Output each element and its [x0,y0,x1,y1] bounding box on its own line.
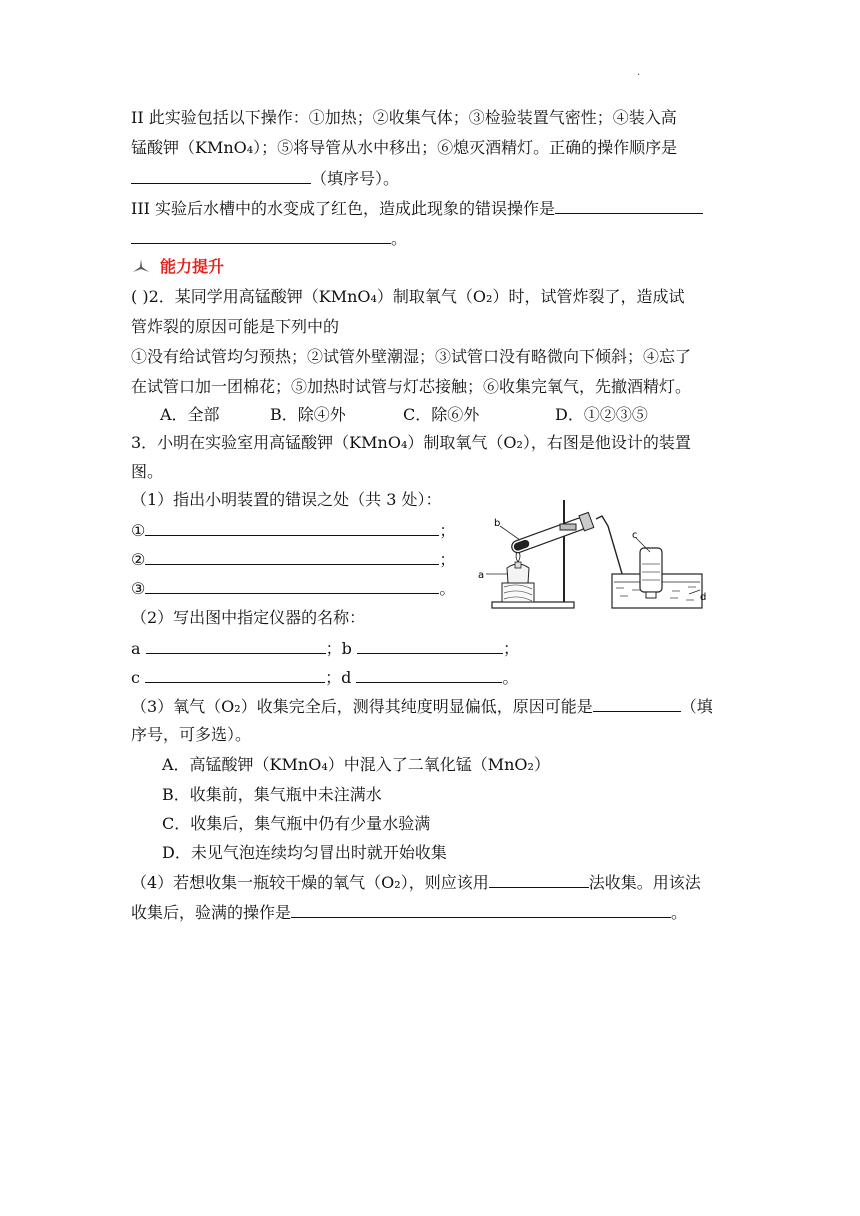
label-d: ；d [325,668,352,687]
answer-blank[interactable] [145,549,439,565]
blank-mark: ③ [131,579,146,598]
q-ii-line1: II 此实验包括以下操作：①加热；②收集气体；③检验装置气密性；④装入高 [131,108,677,127]
header-dot: · [637,70,641,81]
q2-option-d[interactable]: D．①②③⑤ [555,405,648,424]
q3-p1: （1）指出小明装置的错误之处（共 3 处）： [131,490,442,509]
triangle-ruler-icon [131,258,151,274]
blank-end: ； [439,550,456,569]
q2-option-a[interactable]: A．全部 [160,405,220,424]
q2-line2: 管炸裂的原因可能是下列中的 [131,317,340,336]
q-iii-text: III 实验后水槽中的水变成了红色，造成此现象的错误操作是 [131,199,556,218]
answer-blank[interactable] [489,872,589,888]
gas-bottle [640,548,662,592]
answer-blank[interactable] [131,228,391,244]
q3-error-line-3 [131,578,455,599]
answer-blank[interactable] [555,198,703,214]
q2-option-c[interactable]: C．除⑥外 [403,405,480,424]
test-tube [509,512,593,556]
q3-p3-option-c[interactable]: C．收集后，集气瓶中仍有少量水验满 [162,814,431,833]
q3-names-cd [131,667,518,688]
answer-blank[interactable] [146,638,326,654]
q3-p3-line1 [131,696,713,717]
end-semi: ； [502,639,519,658]
q3-p4-text-b: 法收集。用该法 [588,873,701,892]
q-iii-line2 [131,228,407,249]
q3-p3-option-b[interactable]: B．收集前，集气瓶中未注满水 [162,785,382,804]
q2-line3: ①没有给试管均匀预热；②试管外壁潮湿；③试管口没有略微向下倾斜；④忘了 [131,347,692,366]
q3-p4-line2 [131,902,687,923]
label-b: ；b [325,639,352,658]
blank-end: ； [439,521,456,540]
answer-blank[interactable] [356,667,502,683]
label-b: b [494,518,501,529]
q-iii-line2-suffix: 。 [391,229,408,248]
label-c: c [632,530,638,541]
stand-base [492,602,574,608]
q3-p3-text-b: （填 [680,697,713,716]
answer-blank[interactable] [357,638,503,654]
blank-end: 。 [439,579,456,598]
clamp [560,524,576,530]
q3-error-line-2 [131,549,455,570]
q3-p3-option-d[interactable]: D．未见气泡连续均匀冒出时就开始收集 [162,843,447,862]
label-a: a [131,639,141,658]
q3-p4-text-d: 。 [671,903,688,922]
answer-blank[interactable] [145,520,439,536]
q3-p4-line1 [131,872,701,893]
q-ii-line3-suffix: （填序号）。 [311,169,400,188]
q-iii-line1 [131,198,703,219]
q3-p3-line2: 序号，可多选）。 [131,725,252,744]
label-d: d [700,592,707,603]
oxygen-apparatus-diagram [474,490,714,620]
q3-p4-text-a: （4）若想收集一瓶较干燥的氧气（O₂），则应该用 [131,873,489,892]
answer-blank[interactable] [593,696,681,712]
q3-error-line-1 [131,520,455,541]
label-a: a [478,570,485,581]
answer-blank[interactable] [145,667,325,683]
section-title: 能力提升 [160,257,225,276]
q2-line1: ( )2．某同学用高锰酸钾（KMnO₄）制取氧气（O₂）时，试管炸裂了，造成试 [131,287,685,306]
label-c: c [131,668,140,687]
blank-mark: ② [131,550,146,569]
q2-line4: 在试管口加一团棉花；⑤加热时试管与灯芯接触；⑥收集完氧气，先撤酒精灯。 [131,377,692,396]
q3-intro2: 图。 [131,462,164,481]
q3-intro1: 3．小明在实验室用高锰酸钾（KMnO₄）制取氧气（O₂），右图是他设计的装置 [131,433,691,452]
q-ii-line2: 锰酸钾（KMnO₄）；⑤将导管从水中移出；⑥熄灭酒精灯。正确的操作顺序是 [131,138,678,157]
q3-p3-option-a[interactable]: A．高锰酸钾（KMnO₄）中混入了二氧化锰（MnO₂） [162,755,550,774]
end-period: 。 [502,668,519,687]
answer-blank[interactable] [145,578,439,594]
q-ii-line3 [131,168,399,189]
q2-option-b[interactable]: B．除④外 [270,405,346,424]
q3-p3-text-a: （3）氧气（O₂）收集完全后，测得其纯度明显偏低，原因可能是 [131,697,593,716]
q3-p4-text-c: 收集后，验满的操作是 [131,903,292,922]
answer-blank[interactable] [291,902,671,918]
blank-mark: ① [131,521,146,540]
q3-names-ab [131,638,519,659]
answer-blank[interactable] [131,168,311,184]
q3-p2: （2）写出图中指定仪器的名称： [131,608,366,627]
